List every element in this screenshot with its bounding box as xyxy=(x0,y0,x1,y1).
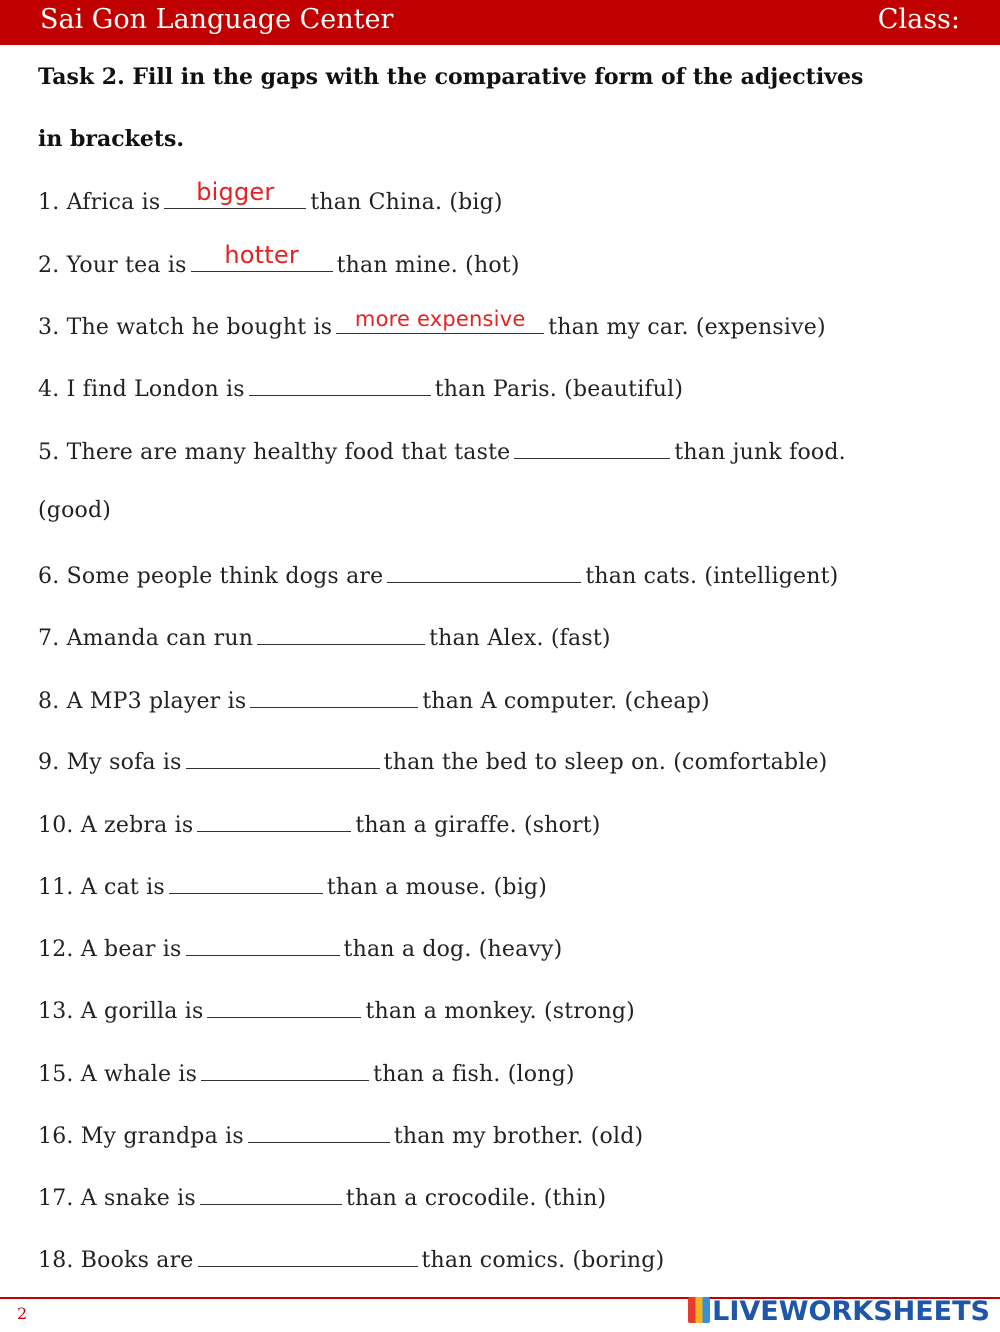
class-label: Class: xyxy=(877,4,960,35)
item-text-pre: 17. A snake is xyxy=(38,1186,196,1211)
answer-gap-9[interactable] xyxy=(186,746,380,769)
item-text-pre: 8. A MP3 player is xyxy=(38,689,247,714)
answer-gap-6[interactable] xyxy=(387,560,581,583)
item-text-post: than junk food. xyxy=(674,440,846,465)
answer-gap-5[interactable] xyxy=(514,436,670,459)
item-text-post: than Alex. (fast) xyxy=(429,626,611,651)
exercise-line-13 xyxy=(38,995,635,1024)
exercise-line-18 xyxy=(38,1244,664,1273)
exercise-line-4 xyxy=(38,373,683,402)
item-text-pre: 3. The watch he bought is xyxy=(38,315,333,340)
answer-gap-11[interactable] xyxy=(169,871,323,894)
answer-gap-16[interactable] xyxy=(248,1120,390,1143)
item-text-pre: 15. A whale is xyxy=(38,1062,198,1087)
answer-gap-13[interactable] xyxy=(207,995,361,1018)
answer-gap-15[interactable] xyxy=(201,1058,369,1081)
answer-gap-12[interactable] xyxy=(186,933,340,956)
item-text-pre: 2. Your tea is xyxy=(38,253,187,278)
item-text-pre: 18. Books are xyxy=(38,1248,194,1273)
item-text-post: than a fish. (long) xyxy=(373,1062,575,1087)
exercise-line-3 xyxy=(38,307,826,340)
item-text-pre: 6. Some people think dogs are xyxy=(38,564,384,589)
item-text-pre: 11. A cat is xyxy=(38,875,165,900)
item-text-post: than a mouse. (big) xyxy=(326,875,547,900)
logo-blocks-icon xyxy=(688,1297,710,1323)
exercise-line-15 xyxy=(38,1058,575,1087)
exercise-line-10 xyxy=(38,809,601,838)
item-text-post: than mine. (hot) xyxy=(336,253,520,278)
item-text-post: than cats. (intelligent) xyxy=(585,564,839,589)
item-text-pre: 13. A gorilla is xyxy=(38,999,204,1024)
exercise-line-16 xyxy=(38,1120,643,1149)
item-text-post: than the bed to sleep on. (comfortable) xyxy=(383,750,828,775)
answer-text: hotter xyxy=(224,241,299,269)
answer-gap-1[interactable] xyxy=(164,178,306,209)
item-text-post: than a monkey. (strong) xyxy=(365,999,635,1024)
item-text-post: than China. (big) xyxy=(310,190,503,215)
exercise-line-5 xyxy=(38,436,846,465)
item-text-pre: 5. There are many healthy food that taste xyxy=(38,440,511,465)
answer-text: more expensive xyxy=(354,307,526,331)
logo-text: LIVEWORKSHEETS xyxy=(712,1296,990,1327)
exercise-line-12 xyxy=(38,933,562,962)
exercise-line-17 xyxy=(38,1182,606,1211)
item-text-pre: 12. A bear is xyxy=(38,937,182,962)
item-text-post: than a crocodile. (thin) xyxy=(345,1186,607,1211)
answer-gap-7[interactable] xyxy=(257,622,425,645)
item-text-pre: 4. I find London is xyxy=(38,377,245,402)
item-text-post: than my brother. (old) xyxy=(393,1124,644,1149)
answer-gap-2[interactable] xyxy=(191,241,333,272)
item-text-post: than a giraffe. (short) xyxy=(355,813,601,838)
item-text-post: than comics. (boring) xyxy=(421,1248,665,1273)
exercise-line-6 xyxy=(38,560,838,589)
item-text-pre: 7. Amanda can run xyxy=(38,626,254,651)
exercise-line-5-cont: (good) xyxy=(38,498,112,523)
task-title-line1: Task 2. Fill in the gaps with the comparative form of the adjectives xyxy=(38,64,864,90)
answer-gap-18[interactable] xyxy=(198,1244,418,1267)
item-text-post: than A computer. (cheap) xyxy=(422,689,710,714)
answer-gap-10[interactable] xyxy=(197,809,351,832)
answer-gap-4[interactable] xyxy=(249,373,431,396)
exercise-line-9 xyxy=(38,746,827,775)
exercise-line-11 xyxy=(38,871,547,900)
page-header xyxy=(0,0,1000,45)
exercise-line-7 xyxy=(38,622,611,651)
liveworksheets-logo[interactable] xyxy=(688,1296,990,1330)
answer-gap-8[interactable] xyxy=(250,685,418,708)
page-number: 2 xyxy=(17,1304,28,1323)
answer-gap-3[interactable] xyxy=(336,307,544,334)
task-title-line2: in brackets. xyxy=(38,126,185,152)
item-text-post: than my car. (expensive) xyxy=(548,315,826,340)
item-text-pre: 16. My grandpa is xyxy=(38,1124,244,1149)
item-text-pre: 9. My sofa is xyxy=(38,750,182,775)
item-text-pre: 1. Africa is xyxy=(38,190,161,215)
item-text-post: than a dog. (heavy) xyxy=(343,937,563,962)
answer-gap-17[interactable] xyxy=(200,1182,342,1205)
item-text-post: than Paris. (beautiful) xyxy=(434,377,684,402)
exercise-line-1 xyxy=(38,178,503,215)
exercise-line-2 xyxy=(38,241,520,278)
exercise-line-8 xyxy=(38,685,710,714)
answer-text: bigger xyxy=(196,178,275,206)
item-text-pre: 10. A zebra is xyxy=(38,813,194,838)
center-name: Sai Gon Language Center xyxy=(40,4,394,35)
